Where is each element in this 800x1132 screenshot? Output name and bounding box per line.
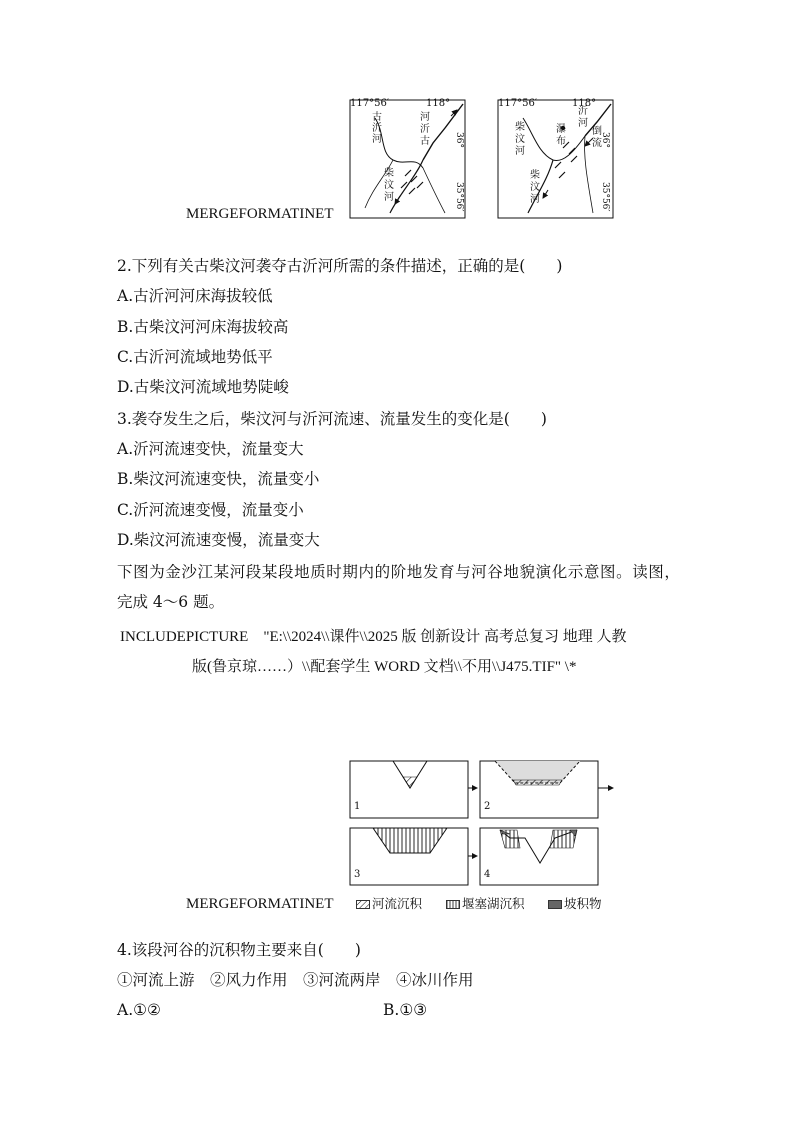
map-left-label-he-yi-gu: 河 沂 古 — [420, 112, 430, 147]
map-right-lat-top: 36° — [600, 132, 610, 148]
lake-deposit-swatch — [446, 900, 460, 909]
q3-option-c: C.沂河流速变慢，流量变小 — [117, 501, 304, 519]
map-right — [498, 100, 613, 218]
q2-option-b: B.古柴汶河河床海拔较高 — [117, 318, 289, 336]
diagram-panel-2 — [480, 761, 598, 818]
map-right-label-yi-he: 沂 河 — [578, 106, 588, 129]
map-left-lat-bottom: 35°56′ — [454, 182, 464, 212]
intro-line-1: 下图为金沙江某河段某段地质时期内的阶地发育与河谷地貌演化示意图。读图， — [117, 563, 681, 581]
q3-option-a: A.沂河流速变快，流量变大 — [117, 440, 304, 458]
include-picture-line-1: INCLUDEPICTURE "E:\\2024\\课件\\2025 版 创新设计 高考总复习 地理 人教 — [120, 629, 627, 645]
map-left-coord-lon2: 118° — [426, 98, 451, 109]
q4-items: ①河流上游 ②风力作用 ③河流两岸 ④冰川作用 — [117, 971, 474, 989]
diagram-panel-4 — [480, 828, 598, 885]
map-left — [350, 100, 465, 218]
panel-number-3: 3 — [354, 869, 361, 880]
map-right-lat-bottom: 35°56′ — [600, 182, 610, 212]
q2-option-a: A.古沂河河床海拔较低 — [117, 287, 273, 305]
map-left-lat-top: 36° — [454, 132, 464, 148]
legend-river-deposit: 河流沉积 — [356, 894, 422, 912]
q3-option-b: B.柴汶河流速变快，流量变小 — [117, 470, 320, 488]
q4-stem: 4.该段河谷的沉积物主要来自( ) — [117, 941, 361, 959]
q3-stem: 3.袭夺发生之后，柴汶河与沂河流速、流量发生的变化是( ) — [117, 410, 547, 428]
map-right-coord-lon2: 118° — [572, 98, 597, 109]
panel-number-2: 2 — [484, 801, 491, 812]
diagram-panel-1 — [350, 761, 468, 818]
map-right-coord-lon1: 117°56′ — [498, 98, 538, 109]
q2-option-c: C.古沂河流域地势低平 — [117, 348, 273, 366]
valley-evolution-diagram — [345, 758, 620, 888]
panel-number-4: 4 — [484, 869, 491, 880]
legend-slope-deposit: 坡积物 — [548, 894, 602, 912]
q2-stem: 2.下列有关古柴汶河袭夺古沂河所需的条件描述，正确的是( ) — [117, 257, 563, 275]
map-left-label-gu-yi-he: 古 沂 河 — [372, 112, 382, 145]
map-right-label-chai-wen-he-2: 柴 汶 河 — [530, 170, 540, 205]
map-right-label-chai-wen-he: 柴 汶 河 — [515, 122, 525, 157]
panel-number-1: 1 — [354, 801, 361, 812]
map-right-label-pubu: 瀑 布 — [556, 124, 566, 147]
mergeformat-label-1: MERGEFORMATINET — [186, 206, 334, 222]
q4-option-a: A.①② — [117, 1001, 161, 1019]
map-left-label-chai-wen-he: 柴 汶 河 — [384, 168, 394, 203]
intro-line-2: 完成 4～6 题。 — [117, 593, 225, 611]
river-deposit-swatch — [356, 900, 370, 909]
map-right-label-daoliu: 倒 流 — [592, 126, 602, 149]
q4-option-b: B.①③ — [383, 1001, 428, 1019]
legend-lake-deposit: 堰塞湖沉积 — [446, 894, 525, 912]
slope-deposit-swatch — [548, 900, 562, 909]
mergeformat-label-2: MERGEFORMATINET — [186, 896, 334, 912]
include-picture-line-2: 版(鲁京琼……）\\配套学生 WORD 文档\\不用\\J475.TIF" \* — [192, 659, 577, 675]
q3-option-d: D.柴汶河流速变慢，流量变大 — [117, 531, 320, 549]
map-left-coord-lon1: 117°56′ — [350, 98, 390, 109]
q2-option-d: D.古柴汶河流域地势陡峻 — [117, 378, 289, 396]
diagram-panel-3 — [350, 828, 468, 885]
